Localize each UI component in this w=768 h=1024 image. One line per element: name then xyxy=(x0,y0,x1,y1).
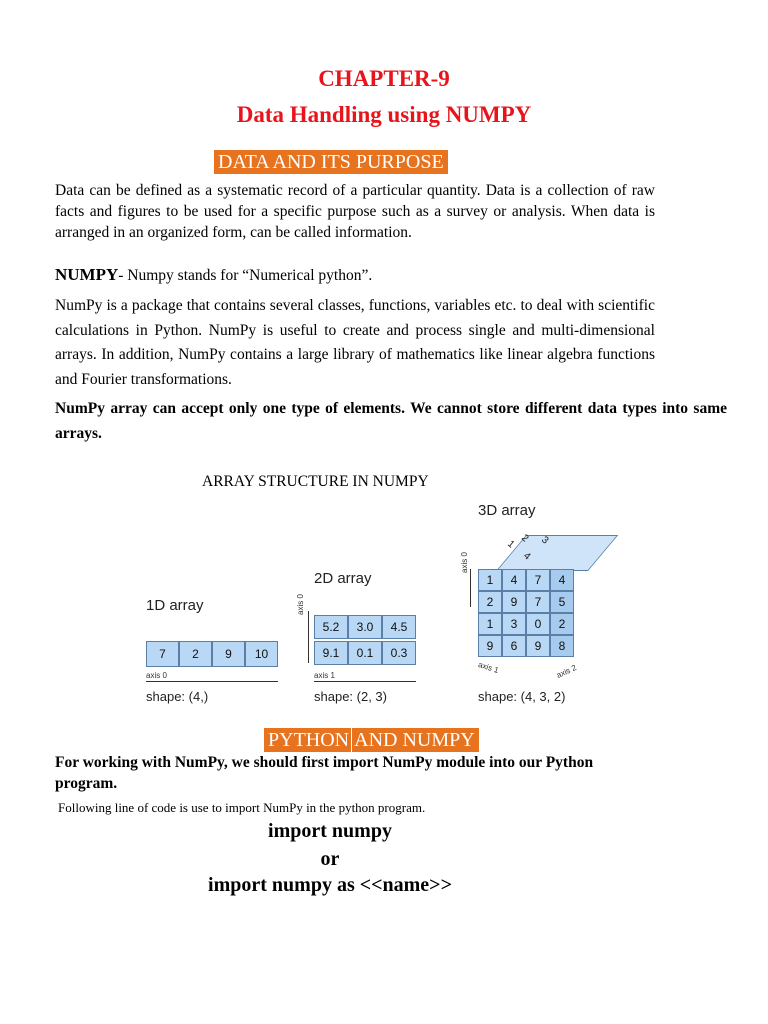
array3d-cell: 9 xyxy=(502,591,526,613)
array2d-axis0-arrow xyxy=(308,611,309,663)
array2d-axis1-label: axis 1 xyxy=(314,671,335,680)
code-line-or: or xyxy=(320,848,340,870)
python-numpy-paragraph: For working with NumPy, we should first import NumPy module into our Python program. xyxy=(55,754,594,792)
array2d-cell: 5.2 xyxy=(314,615,348,639)
array1d-title: 1D array xyxy=(146,597,204,614)
data-definition-paragraph: Data can be defined as a systematic record of a particular quantity. Data is a collection of raw facts and figures to be used for a specific purpose such as a survey or analysis. When data is arranged in an organized form, can be called information. xyxy=(55,182,655,241)
array2d-axis1-arrow xyxy=(314,681,416,682)
array3d-cell: 6 xyxy=(502,635,526,657)
array2d-cell: 0.1 xyxy=(348,641,382,665)
array1d-cell: 10 xyxy=(245,641,278,667)
array2d-cell: 0.3 xyxy=(382,641,416,665)
numpy-definition-text: - Numpy stands for “Numerical python”. xyxy=(118,267,373,284)
numpy-term: NUMPY xyxy=(55,265,119,284)
section-heading-data-purpose xyxy=(214,150,448,174)
figure-caption: ARRAY STRUCTURE IN NUMPY xyxy=(202,473,429,490)
array3d-cell: 2 xyxy=(478,591,502,613)
array1d-cell: 2 xyxy=(179,641,212,667)
code-line-import: import numpy xyxy=(268,820,392,842)
array3d-axis0-arrow xyxy=(470,569,471,607)
array3d-cell: 9 xyxy=(478,635,502,657)
chapter-number: CHAPTER-9 xyxy=(318,66,450,91)
array2d-title: 2D array xyxy=(314,570,372,587)
array3d-cell: 1 xyxy=(478,569,502,591)
array3d-cell: 4 xyxy=(502,569,526,591)
array2d-cell: 9.1 xyxy=(314,641,348,665)
numpy-definition xyxy=(55,265,372,285)
array-structure-figure xyxy=(146,502,598,710)
section-heading-part2: AND NUMPY xyxy=(352,728,479,752)
array3d-cell: 3 xyxy=(502,613,526,635)
array3d-axis2-label: axis 2 xyxy=(555,663,578,680)
array3d-top-value: 2 xyxy=(519,532,531,545)
array3d-cell: 0 xyxy=(526,613,550,635)
array3d-axis0-label: axis 0 xyxy=(460,552,469,573)
array2d-cell: 3.0 xyxy=(348,615,382,639)
array3d-top-value: 3 xyxy=(539,534,551,547)
code-line-import-alias: import numpy as <<name>> xyxy=(208,874,452,896)
array3d-cell: 2 xyxy=(550,613,574,635)
numpy-description-paragraph: NumPy is a package that contains several classes, functions, variables etc. to deal with scientific calculations in Python. NumPy is useful to create and process single and multi-dimensional arrays. In addition, NumPy contains a large library of mathematics like linear algebra functions and Fourier transformations. xyxy=(55,297,655,388)
array3d-cell: 5 xyxy=(550,591,574,613)
array3d-shape: shape: (4, 3, 2) xyxy=(478,689,566,704)
array3d-cell: 7 xyxy=(526,591,550,613)
array3d-top-value: 4 xyxy=(521,550,533,563)
code-intro: Following line of code is use to import NumPy in the python program. xyxy=(58,800,426,815)
array2d-axis0-label: axis 0 xyxy=(296,594,305,615)
array2d-cell: 4.5 xyxy=(382,615,416,639)
array3d-cell: 9 xyxy=(526,635,550,657)
section-heading-part1: PYTHON xyxy=(264,728,351,752)
array3d-title: 3D array xyxy=(478,502,536,519)
numpy-note: NumPy array can accept only one type of elements. We cannot store different data types into same arrays. xyxy=(55,400,727,442)
array1d-axis0-label: axis 0 xyxy=(146,671,167,680)
section-heading-python-numpy xyxy=(264,728,479,752)
array3d-cell: 8 xyxy=(550,635,574,657)
array1d-cell: 9 xyxy=(212,641,245,667)
array3d-cell: 4 xyxy=(550,569,574,591)
array1d-shape: shape: (4,) xyxy=(146,689,209,704)
array3d-top-value: 1 xyxy=(505,538,517,551)
section-heading-label: DATA AND ITS PURPOSE xyxy=(214,150,448,174)
array1d-axis0-arrow xyxy=(146,681,278,682)
array3d-cell: 1 xyxy=(478,613,502,635)
array2d-shape: shape: (2, 3) xyxy=(314,689,387,704)
array3d-cell: 7 xyxy=(526,569,550,591)
array1d-cell: 7 xyxy=(146,641,179,667)
page-title: Data Handling using NUMPY xyxy=(236,102,532,127)
array3d-axis1-label: axis 1 xyxy=(477,659,500,676)
